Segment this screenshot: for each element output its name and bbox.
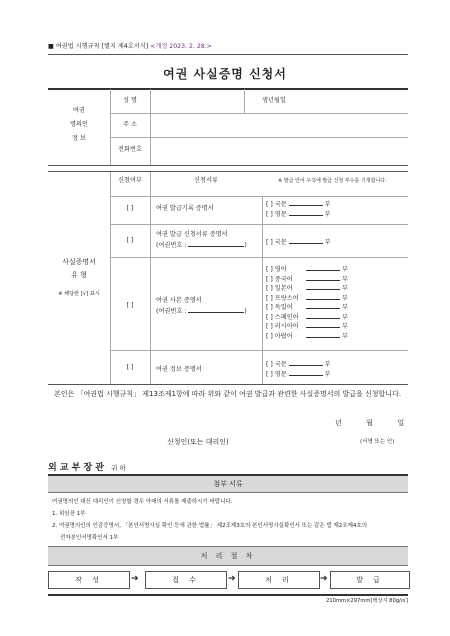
phone-field[interactable]: [152, 139, 406, 163]
row3-doc-name: 여권 사본 증명서: [156, 297, 202, 304]
col-note: ※ 발급 언어 우측에 발급 신청 부수를 기재합니다.: [278, 178, 387, 184]
copies-unit: 부: [341, 332, 348, 340]
row1-doc-name: 여권 발급기록 증명서: [156, 205, 214, 212]
row4-lang-ko-label: [ ] 국문: [266, 361, 287, 368]
arrow-icon: ➔: [228, 574, 236, 584]
types-label-line2: 유 형: [71, 271, 87, 279]
name-label: 성 명: [123, 97, 137, 104]
row2-checkbox[interactable]: [ ]: [126, 237, 134, 244]
row4-lang-en[interactable]: [266, 369, 331, 379]
statement-text: 본인은 「여권법 시행규칙」 제13조제1항에 따라 위와 같이 여권 발급과 관련한 사실증명서의 발급을 신청합니다.: [54, 390, 402, 398]
birth-label: 생년월일: [262, 97, 286, 104]
row2-lang-ko[interactable]: [266, 237, 331, 247]
row2-sub-label: (여권번호 :: [156, 242, 187, 249]
sign-note[interactable]: (서명 또는 인): [360, 439, 395, 445]
recipient-suffix: 귀 하: [111, 464, 126, 472]
lang-label: [ ] 독일어: [266, 304, 293, 311]
col-doc-header: 신청서류: [194, 177, 218, 184]
header-rule: 여권법 시행규칙 [별지 제4호서식]: [55, 43, 149, 50]
row3-checkbox[interactable]: [ ]: [126, 302, 134, 309]
copies-unit: 부: [341, 323, 348, 330]
copies-unit: 부: [324, 239, 331, 246]
arrow-icon: ➔: [320, 574, 328, 584]
row4-lang-ko[interactable]: [266, 359, 331, 369]
lang-label: [ ] 스페인어: [266, 313, 299, 321]
date-year: 년: [335, 419, 342, 427]
copies-unit: 부: [341, 275, 348, 283]
row1-lang-ko-label: [ ] 국문: [266, 201, 287, 208]
applicant-label-line2: 명의인: [70, 121, 88, 128]
applicant-label-line3: 정 보: [72, 135, 86, 142]
copies-unit: 부: [341, 285, 348, 292]
paper-spec: 210mm×297mm[백상지 80g/㎡]: [326, 598, 408, 604]
process-header: [48, 546, 408, 566]
attach-item-2-cont: 전자본인서명확인서 1부: [60, 535, 119, 541]
row3-passport-no: [156, 306, 247, 316]
row4-lang-en-label: [ ] 영문: [266, 371, 287, 378]
applicant-label-line1: 여권: [73, 107, 85, 114]
applicant-section-label: [48, 104, 110, 146]
lang-label: [ ] 프랑스어: [266, 294, 299, 302]
row3-lang-list: [266, 264, 348, 340]
copies-unit: 부: [341, 294, 348, 302]
step-process: 처 리: [238, 571, 320, 589]
attach-title: 첨부 서류: [213, 480, 243, 488]
recipient: [48, 460, 126, 473]
date-day: 일: [397, 419, 405, 427]
address-field[interactable]: [152, 115, 406, 135]
attach-item-1: 1. 위임장 1부: [52, 511, 86, 517]
row4-doc-name: 여권 정보 증명서: [156, 366, 202, 373]
row3-lang-item[interactable]: [266, 302, 348, 312]
address-label: 주 소: [123, 121, 137, 128]
types-section-note: ※ 해당란 [√] 표시: [58, 291, 100, 297]
row3-lang-item[interactable]: [266, 274, 348, 284]
step-issue: 발 급: [330, 571, 410, 589]
copies-unit: 부: [324, 371, 331, 378]
row1-lang-en-label: [ ] 영문: [266, 211, 287, 218]
lang-label: [ ] 영어: [266, 266, 287, 273]
lang-label: [ ] 중국어: [266, 275, 293, 283]
row3-lang-item[interactable]: [266, 264, 348, 274]
lang-label: [ ] 러시아어: [266, 323, 299, 330]
paren-close: ): [244, 308, 247, 315]
arrow-icon: ➔: [131, 574, 139, 584]
copies-unit: 부: [341, 304, 348, 311]
attach-intro: 여권명의인 대신 대리인이 신청할 경우 아래의 서류를 제출하시기 바랍니다.: [52, 499, 233, 505]
form-header: [48, 43, 212, 51]
row3-lang-item[interactable]: [266, 283, 348, 293]
row3-lang-item[interactable]: [266, 321, 348, 331]
row2-doc-name: 여권 발급 신청서류 증명서: [156, 231, 228, 238]
step-write: 작 성: [48, 571, 130, 589]
row3-lang-item[interactable]: [266, 331, 348, 341]
lang-label: [ ] 아랍어: [266, 332, 293, 340]
types-section-label: [48, 256, 110, 282]
row3-sub-label: (여권번호 :: [156, 308, 187, 315]
row2-passport-no: [156, 240, 247, 250]
date-month: 월: [366, 419, 373, 427]
row1-checkbox[interactable]: [ ]: [126, 205, 134, 212]
attach-header: [48, 476, 408, 493]
row3-lang-item[interactable]: [266, 312, 348, 322]
birth-field[interactable]: [306, 91, 406, 111]
row1-lang-en[interactable]: [266, 209, 331, 219]
header-bullet: ■: [48, 43, 54, 50]
header-amend-date: <개정 2023. 2. 28.>: [150, 43, 212, 50]
row1-lang-ko[interactable]: [266, 199, 331, 209]
row3-lang-item[interactable]: [266, 293, 348, 303]
copies-unit: 부: [341, 266, 348, 273]
paren-close: ): [244, 242, 247, 249]
copies-unit: 부: [324, 201, 331, 208]
signer-label: 신청인(또는 대리인): [167, 438, 229, 446]
copies-unit: 부: [324, 211, 331, 218]
process-title: 처 리 절 차: [200, 552, 256, 560]
col-apply-header: 신청여부: [118, 177, 142, 184]
types-label-line1: 사실증명서: [62, 258, 96, 266]
phone-label: 전화번호: [118, 146, 142, 153]
recipient-name: 외 교 부 장 관: [48, 463, 105, 473]
lang-label: [ ] 일본어: [266, 285, 293, 292]
row2-lang-ko-label: [ ] 국문: [266, 239, 287, 246]
page-title: 여권 사실증명 신청서: [163, 67, 287, 81]
name-field[interactable]: [152, 91, 242, 111]
step-receive: 접 수: [145, 571, 227, 589]
copies-unit: 부: [341, 313, 348, 321]
copies-unit: 부: [324, 361, 331, 368]
date-line: [335, 419, 404, 427]
attach-item-2: 2. 여권명의인의 인감증명서, 「본인서명사실 확인 등에 관한 법률」 제2조제3호의 본인서명사실확인서 또는 같은 법 제2조제4호의: [52, 523, 368, 529]
row4-checkbox[interactable]: [ ]: [126, 364, 134, 371]
